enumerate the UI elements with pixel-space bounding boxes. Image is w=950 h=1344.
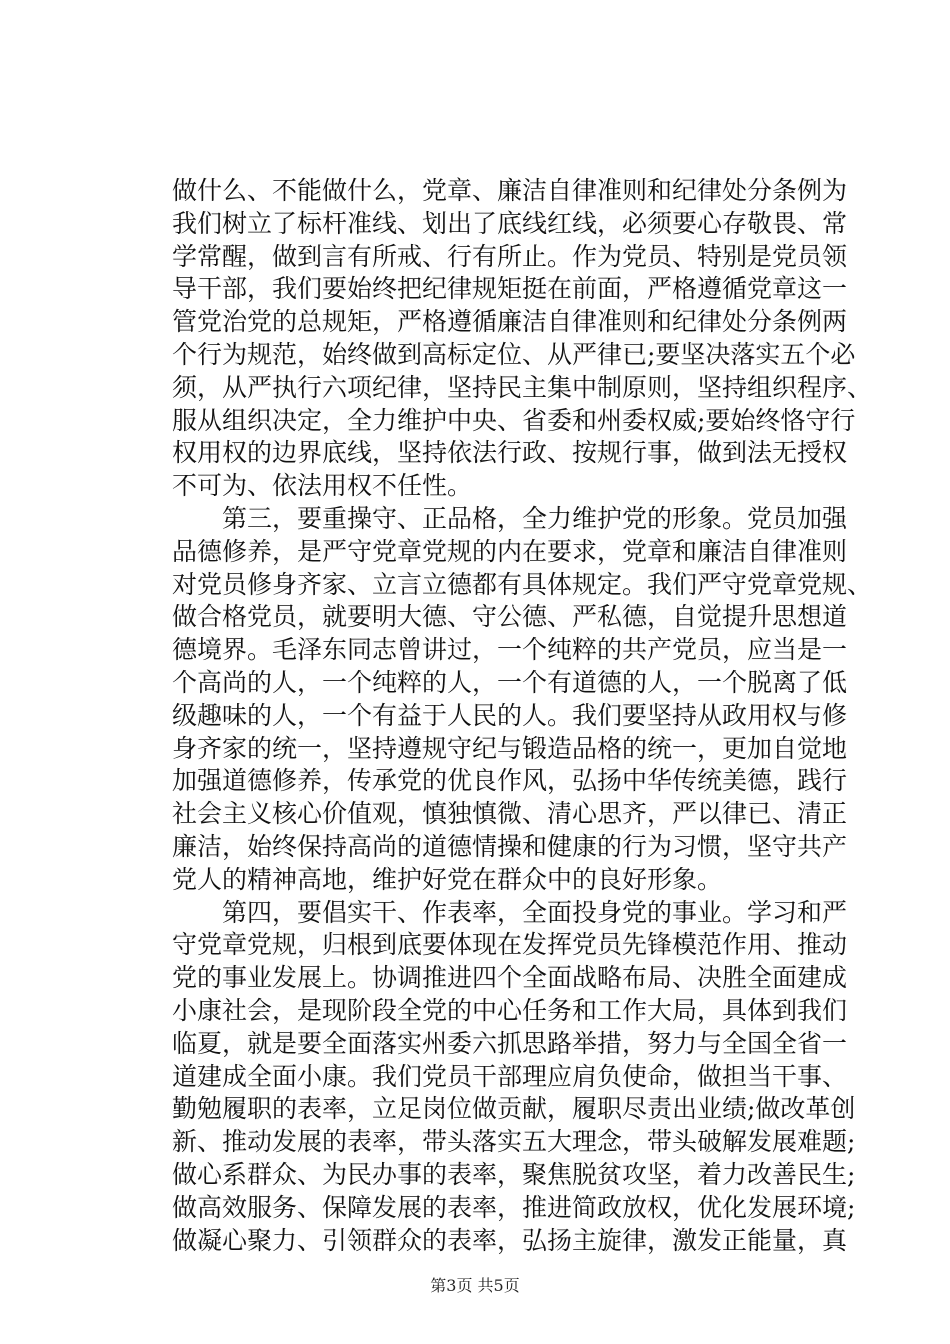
text-line: 权用权的边界底线，坚持依法行政、按规行事，做到法无授权 — [172, 438, 848, 468]
text-line: 新、推动发展的表率，带头落实五大理念，带头破解发展难题; — [172, 1127, 856, 1157]
text-line: 做高效服务、保障发展的表率，推进简政放权，优化发展环境; — [172, 1192, 856, 1222]
text-line: 社会主义核心价值观，慎独慎微、清心思齐，严以律已、清正 — [172, 799, 848, 829]
text-line: 做什么、不能做什么，党章、廉洁自律准则和纪律处分条例为 — [172, 176, 848, 205]
text-line: 品德修养，是严守党章党规的内在要求，党章和廉洁自律准则 — [172, 536, 848, 566]
text-line: 小康社会，是现阶段全党的中心任务和工作大局，具体到我们 — [172, 996, 848, 1025]
text-line: 管党治党的总规矩，严格遵循廉洁自律准则和纪律处分条例两 — [172, 307, 848, 337]
text-line: 德境界。毛泽东同志曾讲过，一个纯粹的共产党员，应当是一 — [172, 635, 848, 665]
paragraph-first-line: 第三，要重操守、正品格，全力维护党的形象。党员加强 — [222, 504, 848, 533]
text-line: 导干部，我们要始终把纪律规矩挺在前面，严格遵循党章这一 — [172, 274, 848, 304]
page-number-footer: 第3页 共5页 — [430, 1276, 520, 1295]
text-line: 道建成全面小康。我们党员干部理应肩负使命，做担当干事、 — [172, 1061, 848, 1091]
text-line: 守党章党规，归根到底要体现在发挥党员先锋模范作用、推动 — [172, 930, 848, 960]
text-line: 党的事业发展上。协调推进四个全面战略布局、决胜全面建成 — [172, 963, 848, 993]
text-line: 做凝心聚力、引领群众的表率，弘扬主旋律，激发正能量，真 — [172, 1225, 848, 1255]
text-line: 个高尚的人，一个纯粹的人，一个有道德的人，一个脱离了低 — [172, 668, 848, 697]
text-line: 服从组织决定，全力维护中央、省委和州委权威;要始终恪守行 — [172, 405, 856, 435]
text-line: 个行为规范，始终做到高标定位、从严律已;要坚决落实五个必 — [172, 340, 856, 369]
text-line: 勤勉履职的表率，立足岗位做贡献，履职尽责出业绩;做改革创 — [172, 1094, 856, 1124]
text-line: 级趣味的人，一个有益于人民的人。我们要坚持从政用权与修 — [172, 700, 848, 730]
text-line: 加强道德修养，传承党的优良作风，弘扬中华传统美德，践行 — [172, 766, 848, 796]
text-line: 身齐家的统一，坚持遵规守纪与锻造品格的统一，更加自觉地 — [172, 733, 848, 763]
text-line: 不可为、依法用权不任性。 — [172, 471, 473, 501]
text-line: 须，从严执行六项纪律，坚持民主集中制原则，坚持组织程序、 — [172, 372, 873, 402]
text-line: 做心系群众、为民办事的表率，聚焦脱贫攻坚，着力改善民生; — [172, 1160, 856, 1189]
paragraph-first-line: 第四，要倡实干、作表率，全面投身党的事业。学习和严 — [222, 897, 848, 927]
text-line: 廉洁，始终保持高尚的道德情操和健康的行为习惯，坚守共产 — [172, 832, 848, 861]
text-line: 党人的精神高地，维护好党在群众中的良好形象。 — [172, 864, 723, 894]
text-line: 我们树立了标杆准线、划出了底线红线，必须要心存敬畏、常 — [172, 208, 848, 238]
text-line: 对党员修身齐家、立言立德都有具体规定。我们严守党章党规、 — [172, 569, 873, 599]
text-line: 做合格党员，就要明大德、守公德、严私德，自觉提升思想道 — [172, 602, 848, 632]
text-line: 临夏，就是要全面落实州委六抓思路举措，努力与全国全省一 — [172, 1028, 848, 1058]
text-line: 学常醒，做到言有所戒、行有所止。作为党员、特别是党员领 — [172, 241, 848, 271]
